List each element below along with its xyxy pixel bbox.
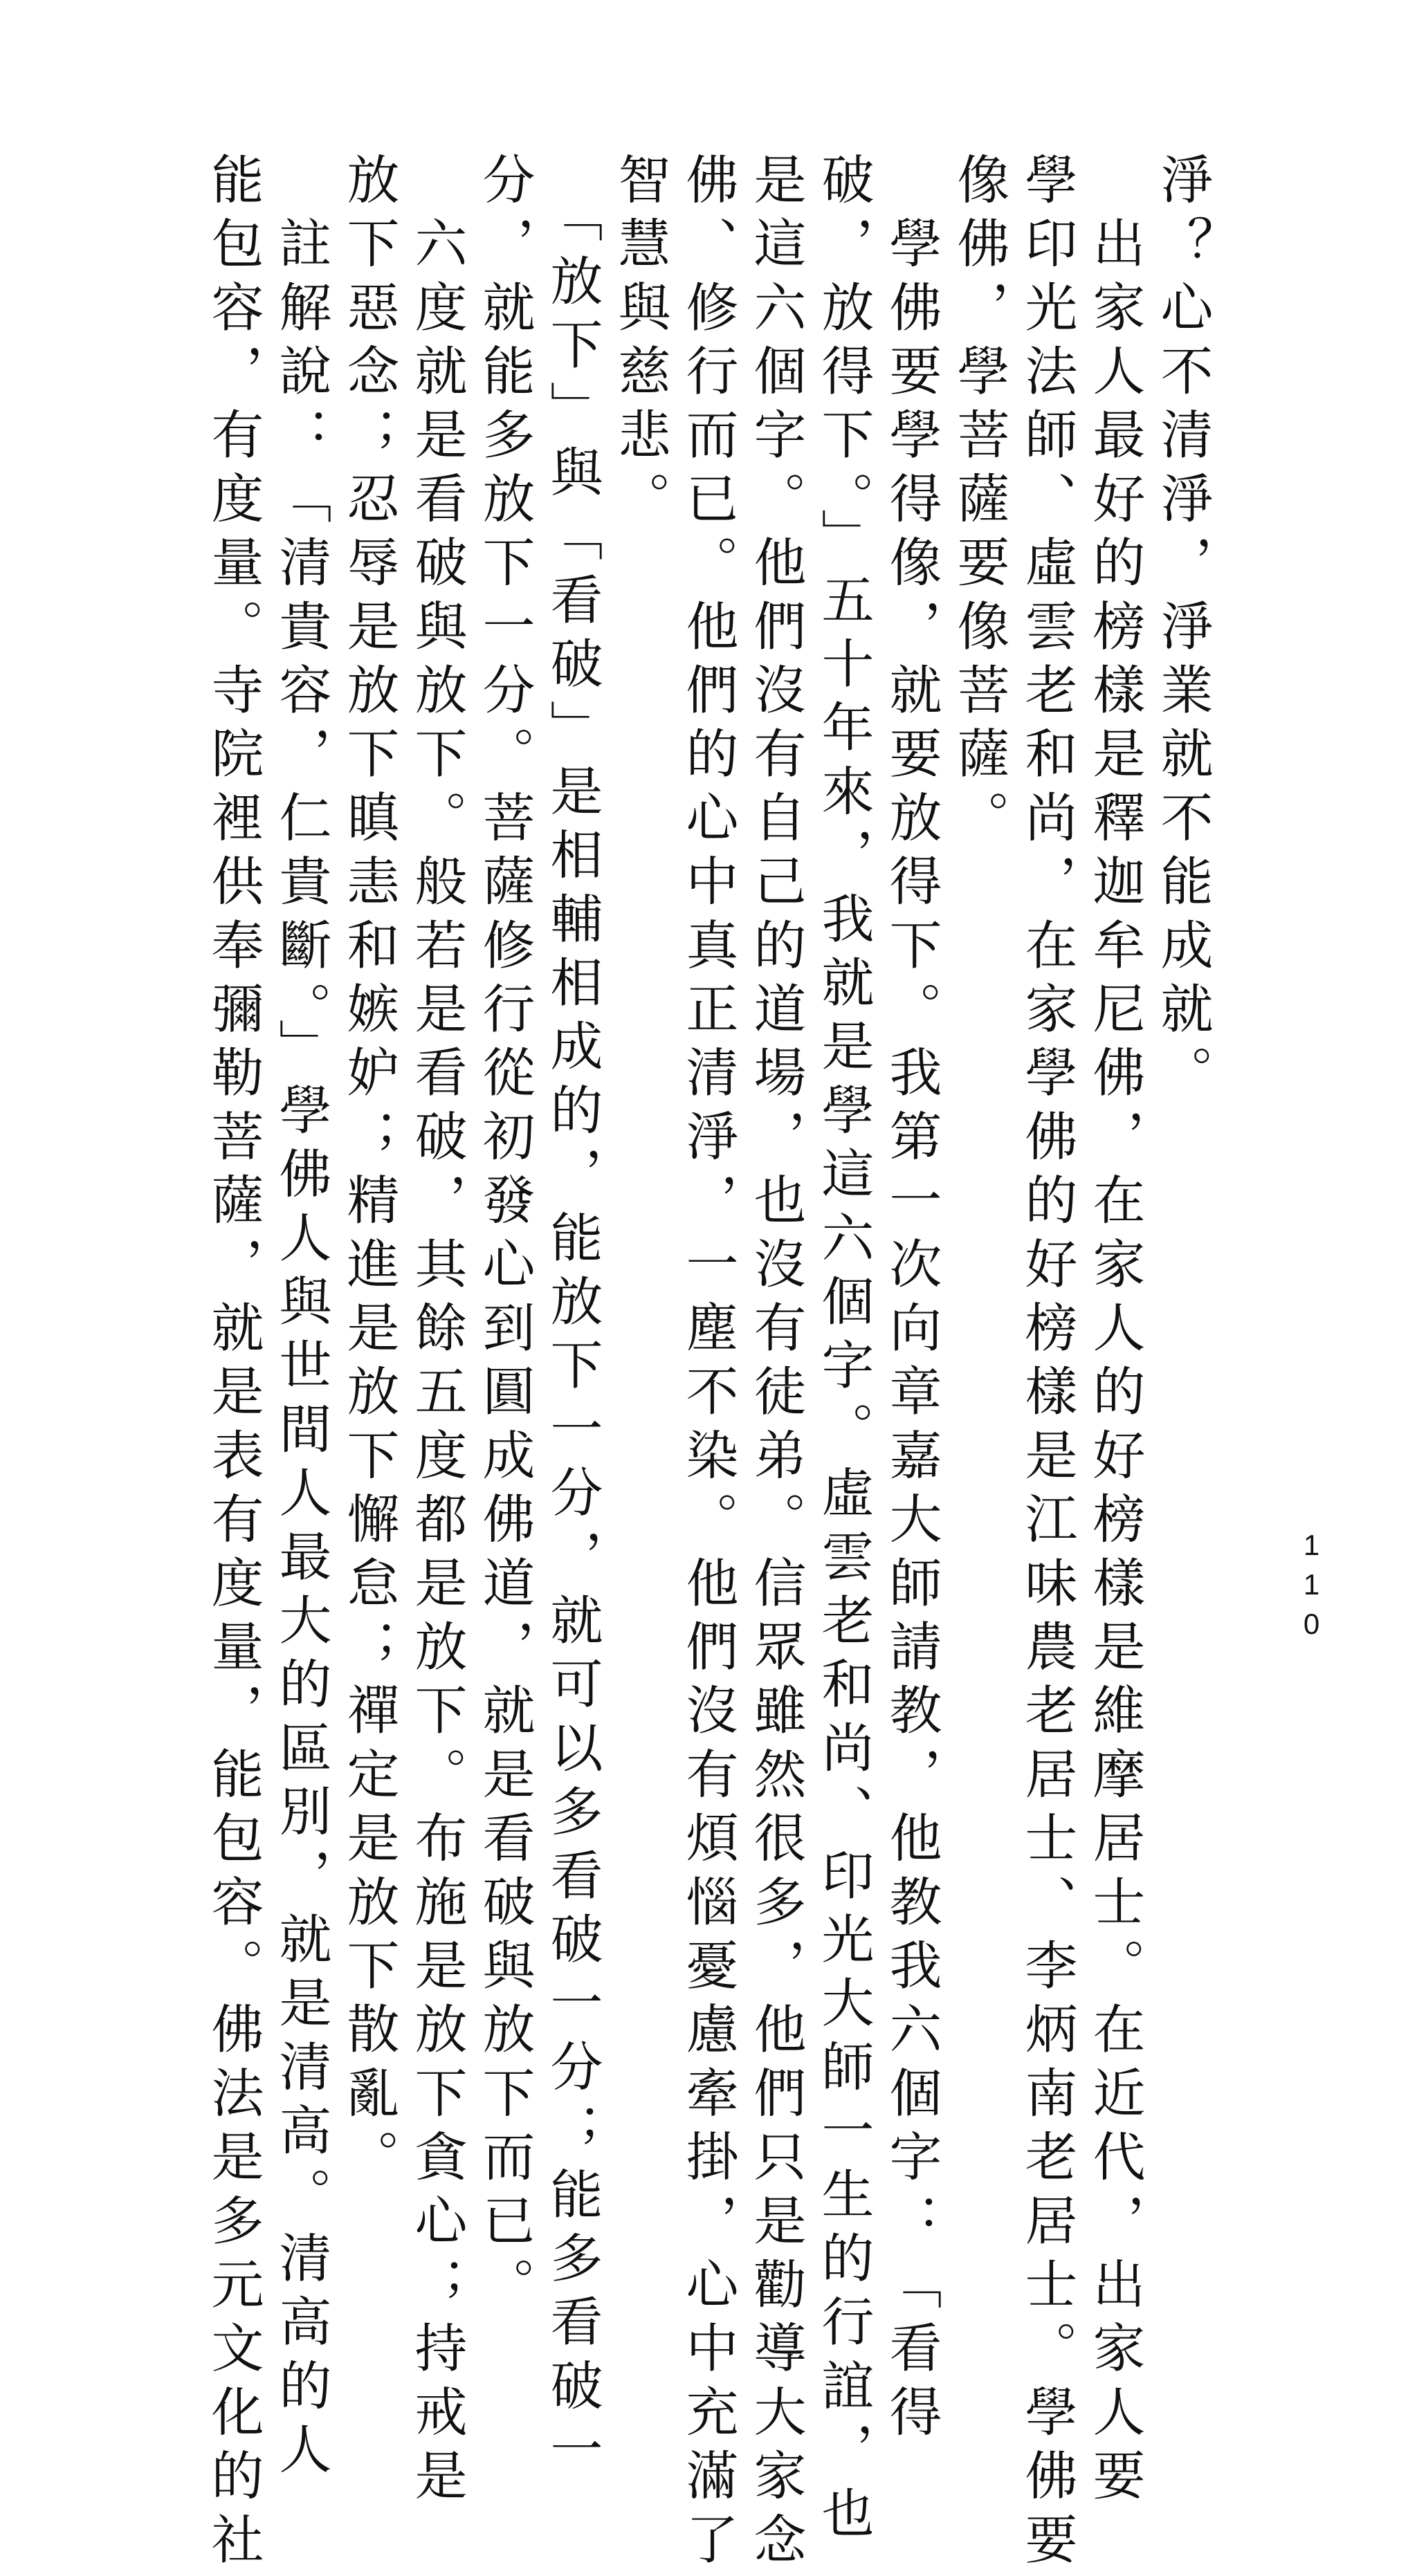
text-column-7: 是這六個字。他們沒有自己的道場，也沒有徒弟。信眾雖然很多，他們只是勸導大家念 xyxy=(745,152,807,2576)
body-text xyxy=(199,152,1216,2576)
text-column-13: 放下惡念；忍辱是放下瞋恚和嫉妒；精進是放下懈怠；禪定是放下散亂。 xyxy=(338,152,400,2193)
page-number: 110 xyxy=(1295,1529,1328,1647)
text-column-15: 能包容，有度量。寺院裡供奉彌勒菩薩，就是表有度量，能包容。佛法是多元文化的社 xyxy=(203,152,264,2576)
text-column-9: 智慧與慈悲。 xyxy=(610,152,671,535)
text-column-12: 六度就是看破與放下。般若是看破，其餘五度都是放下。布施是放下貪心；持戒是 xyxy=(406,152,468,2512)
text-column-10: 「放下」與「看破」是相輔相成的，能放下一分，就可以多看破一分；能多看破一 xyxy=(542,152,603,2486)
text-column-14: 註解說：「清貴容，仁貴斷。」學佛人與世間人最大的區別，就是清高。清高的人 xyxy=(271,152,332,2486)
text-column-8: 佛、修行而已。他們的心中真正清淨，一塵不染。他們沒有煩惱憂慮牽掛，心中充滿了 xyxy=(677,152,739,2576)
text-column-6: 破，放得下。」五十年來，我就是學這六個字。虛雲老和尚、印光大師一生的行誼，也 xyxy=(813,152,875,2550)
text-column-11: 分，就能多放下一分。菩薩修行從初發心到圓成佛道，就是看破與放下而已。 xyxy=(474,152,536,2321)
text-column-4: 像佛，學菩薩要像菩薩。 xyxy=(949,152,1010,854)
text-column-1: 淨？心不清淨，淨業就不能成就。 xyxy=(1152,152,1214,1109)
text-column-5: 學佛要學得像，就要放得下。我第一次向章嘉大師請教，他教我六個字：「看得 xyxy=(881,152,942,2449)
text-column-3: 學印光法師、虛雲老和尚，在家學佛的好榜樣是江味農老居士、李炳南老居士。學佛要 xyxy=(1016,152,1078,2576)
text-column-2: 出家人最好的榜樣是釋迦牟尼佛，在家人的好榜樣是維摩居士。在近代，出家人要 xyxy=(1084,152,1146,2512)
